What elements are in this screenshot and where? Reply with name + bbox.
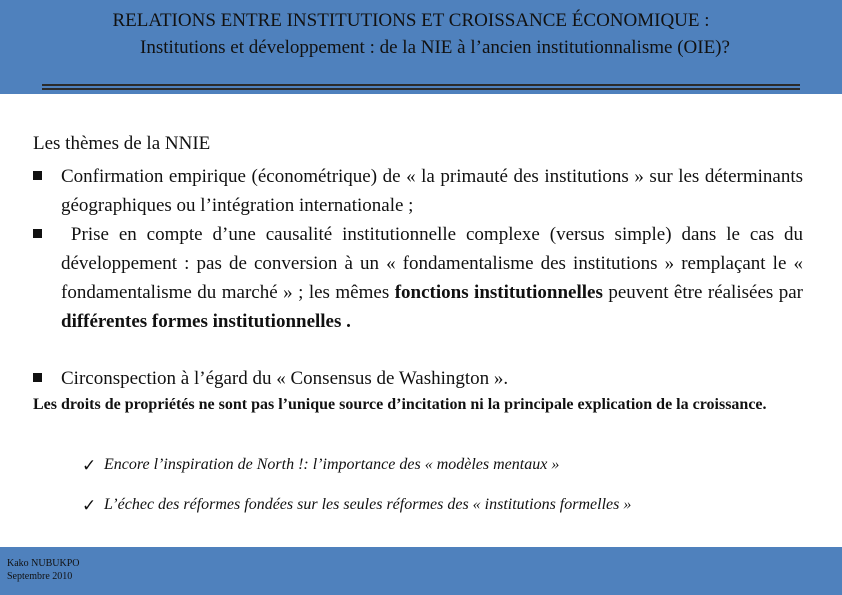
bold-paragraph: Les droits de propriétés ne sont pas l’unique source d’incitation ni la principale explication de la croissance. (33, 396, 767, 413)
bullet-end: . (346, 311, 351, 332)
bullet-text: Circonspection à l’égard du « Consensus de Washington ». (61, 368, 509, 389)
check-item-2 (82, 496, 631, 514)
check-item-text: L’échec des réformes fondées sur les seules réformes des « institutions formelles » (104, 496, 632, 513)
checkmark-icon: ✓ (82, 456, 97, 475)
checkmark-icon: ✓ (82, 496, 97, 515)
bullet-item-3 (33, 364, 803, 393)
check-item-text: Encore l’inspiration de North !: l’importance des « modèles mentaux » (104, 456, 560, 473)
square-bullet-icon (33, 171, 42, 180)
bullet-text: Confirmation empirique (économétrique) de « la primauté des institutions » sur les déterminants géographiques ou l’intégration internationale ; (61, 166, 803, 216)
bullet-text-part: peuvent être réalisées par (608, 282, 803, 303)
title-divider-bottom (42, 88, 800, 90)
slide-footer (0, 547, 842, 595)
bullet-item-1 (33, 162, 803, 220)
slide-title-line2: Institutions et développement : de la NIE à l’ancien institutionnalisme (OIE)? (140, 37, 730, 58)
bullet-bold-phrase: différentes formes institutionnelles (61, 311, 342, 332)
check-item-1 (82, 456, 559, 474)
bullet-item-2 (33, 220, 803, 336)
square-bullet-icon (33, 373, 42, 382)
bullet-bold-phrase: fonctions institutionnelles (394, 282, 603, 303)
slide-header (0, 0, 842, 94)
title-divider-top (42, 84, 800, 86)
bullet-text-part: Prise en compte d’une causalité institutionnelle complexe (versus simple) dans le cas du développement : pas de conversion à un « fondamentalisme des institutions » remplaçant le « fondamentalisme du marché » ; les mêmes (61, 224, 804, 303)
square-bullet-icon (33, 229, 42, 238)
footer-author: Kako NUBUKPO (7, 558, 80, 569)
bullet-text (61, 220, 803, 336)
footer-date: Septembre 2010 (7, 571, 73, 582)
slide-title-line1: RELATIONS ENTRE INSTITUTIONS ET CROISSANCE ÉCONOMIQUE : (112, 10, 710, 31)
section-heading: Les thèmes de la NNIE (33, 133, 211, 154)
